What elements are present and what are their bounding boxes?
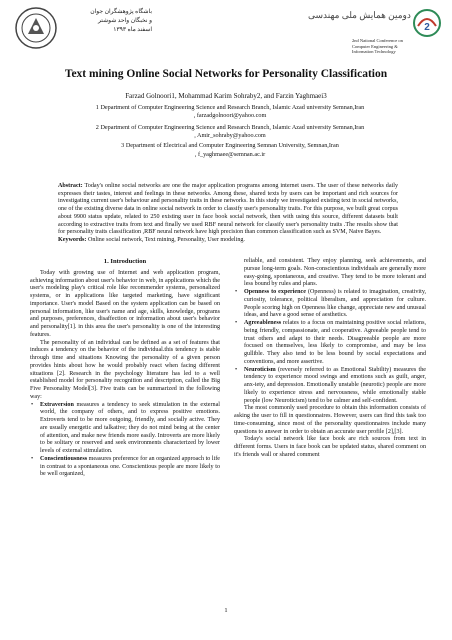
trait-text: relates to a focus on maintaining positive social relations, being friendly, compassionate, and cooperative. Agreeable people tend to trust others and adapt to their needs. Disagreeable people are more focused on themselves, less likely to compromise, and may be less gullible. They also tend to be less bound by social expectations and conventions, and more assertive. — [244, 320, 426, 365]
trait-item-agreeableness — [235, 320, 426, 367]
left-column — [30, 258, 220, 479]
conference-caption — [352, 38, 412, 55]
bullet-icon: • — [235, 366, 238, 373]
svg-text:2: 2 — [424, 22, 430, 33]
affiliation-3-email: , f_yaghmaee@semnan.ac.ir — [194, 151, 266, 158]
affiliation-1-email: , farzadgolnoori@yahoo.com — [193, 112, 267, 119]
institution-logo-icon — [14, 6, 58, 50]
trait-text: measures a tendency to seek stimulation in the external world, the company of others, and to express positive emotions. Extroverts tend to be more outgoing, friendly, and socially active. They are usually energetic and talkative; they do not mind being at the center of attention, and make new friends more easily. Introverts are more likely to be solitary or reserved and seek environments characterized by lower levels of external stimulation. — [40, 401, 220, 454]
conference-caption-line: Information Technology — [352, 49, 396, 54]
trait-term: Openness to experience — [244, 289, 306, 295]
bullet-icon: • — [31, 455, 34, 462]
trait-term: Neuroticism — [244, 366, 276, 373]
section-heading: 1. Introduction — [103, 258, 147, 265]
trait-list-left — [30, 402, 220, 480]
trait-item-openness — [235, 289, 426, 320]
affiliation-1: 1 Department of Computer Engineering Science and Research Branch, Islamic Azad university Semnan,Iran — [95, 104, 365, 111]
conference-caption-line: 2nd National Conference on — [352, 38, 403, 43]
trait-text: (reversely referred to as Emotional Stability) measures the tendency to experience mood swings and emotions such as guilt, anger, anx-iety, and depression. Emotionally unstable (neurotic) people are more likely to experience stress and nervousness, while emotionally stable people (low Neuroticism) tend to be calmer and self-confident. — [244, 366, 426, 404]
trait-list-right — [234, 289, 426, 405]
header-left-line: باشگاه پژوهشگران جوان — [90, 9, 152, 15]
affiliation-3: 3 Department of Electrical and Computer Engineering Semnan University, Semnan,Iran — [121, 142, 339, 149]
trait-item-extraversion — [31, 401, 220, 456]
intro-paragraph-2: The personality of an individual can be defined as a set of features that induces a tendency on the behavior of the individual.this tendency is stable through time and situations Knowing the personality of a given person provides hints about how he would probably react when facing different situations [2]. Research in the psychology literature has led to a well established model for personality recognition and description, called the Big Five Personality Model[3]. Five traits can be summarized in the following way: — [30, 339, 220, 400]
page-header — [0, 4, 452, 54]
intro-paragraph-4: Today's social network like face book are rich sources from text in different forms. Users in face book can be updated status, shared comment on it's friends wall or shared comment — [234, 436, 426, 458]
trait-item-neuroticism — [235, 366, 426, 406]
bullet-icon: • — [235, 289, 238, 295]
trait-item-conscientiousness — [31, 455, 220, 479]
trait-term: Agreeableness — [244, 320, 282, 326]
abstract-text: Today's online social networks are one the major application programs among internet users. The user of these networks daily expresses their tastes, interest and feelings in these networks. Among these, shared texts by users can be important and rich sources for investigating current user's behaviour and personality traits in these networks. In this study we investigated existing text in social networks, one of the existing diverse data in online social network in order to classify user's personality traits. For this purpose, we built great corpus about 9900 status update, related to 250 existing user in face book social network, then with using this source, different datasets built according to extractive traits from text and finally we used RBF neural network for classify user's personality traits .The results show that for personality traits classification ,RBF neural network have high precision than common classification such as SVM, Naive Bayes. — [58, 183, 398, 236]
page-number: 1 — [224, 607, 228, 614]
intro-paragraph-3: The most commonly used procedure to obtain this information consists of asking the user to fill in questionnaires. However, users can find this task too time-consuming, since most of the personality questionnaires include many questions to answer in order to obtain an accurate user profile [2],[3]. — [234, 405, 426, 435]
affiliation-2: 2 Department of Computer Engineering Science and Research Branch, Islamic Azad university Semnan,Iran — [95, 124, 365, 131]
abstract — [58, 183, 398, 245]
header-right-persian: دومین همایش ملی مهندسی — [308, 10, 411, 20]
conference-logo-icon — [412, 8, 442, 38]
header-left-line: اسفند ماه ۱۳۹۳ — [113, 27, 152, 33]
conscientiousness-continued: reliable, and consistent. They enjoy planning, seek achievements, and pursue long-term goals. Non-conscientious individuals are generally more easy-going, spontaneous, and creative. They tend to be more tolerant and less bound by rules and plans. — [244, 258, 426, 288]
conference-caption-line: Computer Engineering & — [352, 43, 398, 49]
abstract-label: Abstract: — [58, 183, 83, 189]
trait-text: measures preference for an organized approach to life in contrast to a spontaneous one. Conscientious people are more likely to be well organized, — [40, 455, 220, 478]
header-left-persian — [62, 8, 152, 35]
bullet-icon: • — [31, 401, 34, 408]
paper-title: Text mining Online Social Networks for Personality Classification — [64, 68, 388, 80]
affiliation-2-email: , Amir_sohraby@yahoo.com — [194, 132, 266, 139]
trait-term: Conscientiousness — [40, 455, 88, 462]
header-left-line: و نخبگان واحد شوشتر — [98, 18, 152, 24]
intro-paragraph-1: Today with growing use of Internet and web application program, achieving information about user's behavior in web, in applications which the user's modeling play's critical role like recommender systems, personalized systems, or in applications like targeted marketing, have significant importance. User's model Based on the system application can be based on personal information, like user's name and age, skills, knowledge, programs and purposes, preferences, disaffection or information about user's behavior and personality[1]. in this area the user's personality is one of the interesting features. — [30, 269, 220, 338]
keywords-label: Keywords: — [58, 236, 87, 243]
trait-term: Extraversion — [40, 401, 74, 408]
trait-text: (Openness) is related to imagination, creativity, curiosity, tolerance, political liberalism, and appreciation for culture. People scoring high on Openness like change, appreciate new and unusual ideas, and have a good sense of aesthetics. — [244, 289, 426, 319]
keywords-text: Online social network, Text mining, Personality, User modeling. — [86, 236, 245, 243]
bullet-icon: • — [235, 320, 238, 326]
right-column — [234, 258, 426, 460]
paper-authors: Farzad Golnoori1, Mohammad Karim Sohraby2, and Farzin Yaghmaei3 — [125, 92, 327, 100]
